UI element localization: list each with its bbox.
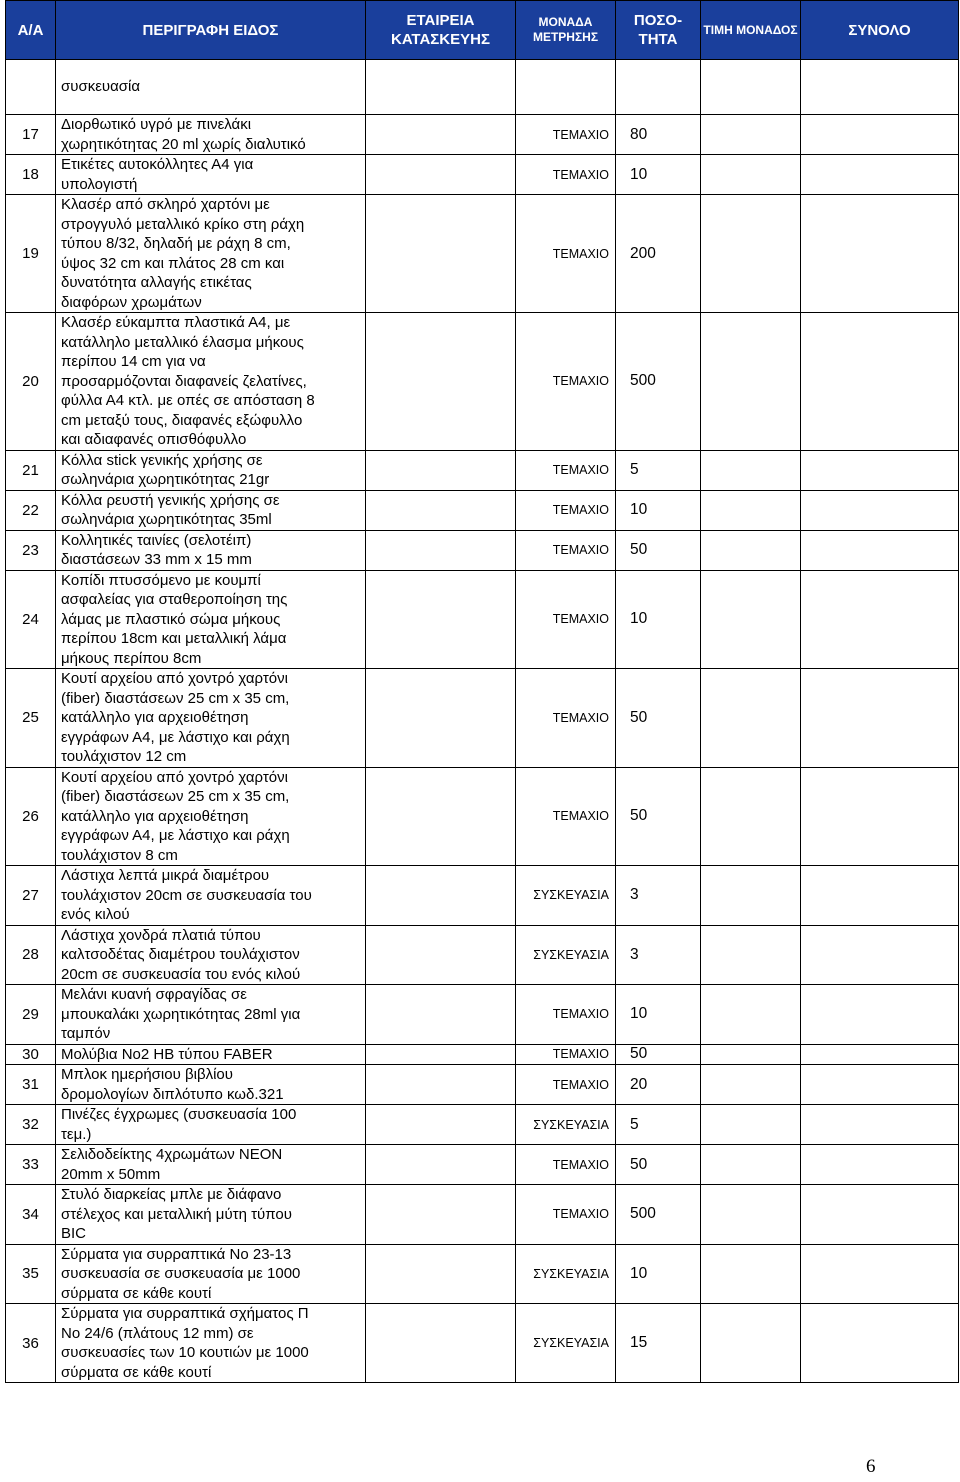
item-number: 22 [6,490,56,530]
item-description: Κουτί αρχείου από χοντρό χαρτόνι (fiber) διαστάσεων 25 cm x 35 cm, κατάλληλο για αρχειοθέτηση εγγράφων Α4, με λάστιχο και ράχη τουλάχιστον 8 cm [56,767,366,866]
quantity: 10 [616,1244,701,1304]
item-number: 25 [6,669,56,768]
manufacturer-cell [366,1065,516,1105]
item-description: Κολλητικές ταινίες (σελοτέιπ) διαστάσεων 33 mm x 15 mm [56,530,366,570]
item-description: Κουτί αρχείου από χοντρό χαρτόνι (fiber) διαστάσεων 25 cm x 35 cm, κατάλληλο για αρχειοθέτηση εγγράφων Α4, με λάστιχο και ράχη τουλάχιστον 12 cm [56,669,366,768]
table-row [6,530,959,570]
unit-of-measure: ΤΕΜΑΧΙΟ [516,195,616,313]
unit-of-measure: ΤΕΜΑΧΙΟ [516,1044,616,1065]
manufacturer-cell [366,313,516,451]
unit-price-cell [701,1304,801,1383]
unit-of-measure: ΣΥΣΚΕΥΑΣΙΑ [516,1244,616,1304]
total-cell [801,1244,959,1304]
item-description: Κλασέρ από σκληρό χαρτόνι με στρογγυλό μεταλλικό κρίκο στη ράχη τύπου 8/32, δηλαδή με ράχη 8 cm, ύψος 32 cm και πλάτος 28 cm και δυνατότητα αλλαγής ετικέτας διαφόρων χρωμάτων [56,195,366,313]
table-row [6,1044,959,1065]
item-description: Κλασέρ εύκαμπτα πλαστικά Α4, με κατάλληλο μεταλλικό έλασμα μήκους περίπου 14 cm για να προσαρμόζονται διαφανείς ζελατίνες, φύλλα Α4 κτλ. με οπές σε απόσταση 8 cm μεταξύ τους, διαφανές εξώφυλλο και αδιαφανές οπισθόφυλλο [56,313,366,451]
item-description: Πινέζες έγχρωμες (συσκευασία 100 τεμ.) [56,1105,366,1145]
total-cell [801,115,959,155]
unit-of-measure: ΤΕΜΑΧΙΟ [516,1185,616,1245]
item-description: Σύρματα για συρραπτικά Νο 23-13 συσκευασία σε συσκευασία με 1000 σύρματα σε κάθε κουτί [56,1244,366,1304]
manufacturer-cell [366,1145,516,1185]
unit-price-cell [701,490,801,530]
total-cell [801,1105,959,1145]
manufacturer-cell [366,1044,516,1065]
quantity: 10 [616,155,701,195]
unit-price-cell [701,313,801,451]
manufacturer-cell [366,1105,516,1145]
total-cell [801,313,959,451]
item-number: 18 [6,155,56,195]
unit-price-cell [701,530,801,570]
unit-price-cell [701,669,801,768]
table-row [6,925,959,985]
total-cell [801,767,959,866]
item-description: Σελιδοδείκτης 4χρωμάτων ΝΕΟΝ 20mm x 50mm [56,1145,366,1185]
item-number: 30 [6,1044,56,1065]
total-cell [801,155,959,195]
quantity: 50 [616,669,701,768]
total-cell [801,530,959,570]
unit-of-measure: ΤΕΜΑΧΙΟ [516,985,616,1045]
page-number: 6 [866,1456,876,1477]
item-number: 26 [6,767,56,866]
quantity: 50 [616,767,701,866]
unit-price-cell [701,115,801,155]
header-description: ΠΕΡΙΓΡΑΦΗ ΕΙΔΟΣ [56,1,366,60]
total-cell [801,1044,959,1065]
header-manufacturer: ΕΤΑΙΡΕΙΑ ΚΑΤΑΣΚΕΥΗΣ [366,1,516,60]
total-cell [801,1065,959,1105]
unit-of-measure: ΤΕΜΑΧΙΟ [516,1145,616,1185]
manufacturer-cell [366,1244,516,1304]
manufacturer-cell [366,669,516,768]
item-description: Σύρματα για συρραπτικά σχήματος Π Νο 24/6 (πλάτους 12 mm) σε συσκευασίες των 10 κουτιών με 1000 σύρματα σε κάθε κουτί [56,1304,366,1383]
manufacturer-cell [366,1304,516,1383]
continuation-text: συσκευασία [56,60,366,115]
unit-of-measure: ΤΕΜΑΧΙΟ [516,1065,616,1105]
manufacturer-cell [366,570,516,669]
table-row [6,195,959,313]
item-description: Κόλλα stick γενικής χρήσης σε σωληνάρια χωρητικότητας 21gr [56,450,366,490]
item-description: Λάστιχα λεπτά μικρά διαμέτρου τουλάχιστον 20cm σε συσκευασία του ενός κιλού [56,866,366,926]
quantity: 10 [616,985,701,1045]
table-row [6,490,959,530]
item-description: Μελάνι κυανή σφραγίδας σε μπουκαλάκι χωρητικότητας 28ml για ταμπόν [56,985,366,1045]
manufacturer-cell [366,530,516,570]
unit-price-cell [701,866,801,926]
item-description: Μολύβια Νο2 ΗΒ τύπου FABER [56,1044,366,1065]
item-number: 28 [6,925,56,985]
total-cell [801,490,959,530]
quantity: 80 [616,115,701,155]
unit-of-measure: ΤΕΜΑΧΙΟ [516,767,616,866]
item-number: 27 [6,866,56,926]
manufacturer-cell [366,985,516,1045]
quantity: 500 [616,1185,701,1245]
table-row [6,313,959,451]
unit-of-measure: ΤΕΜΑΧΙΟ [516,155,616,195]
header-unit-price: ΤΙΜΗ ΜΟΝΑΔΟΣ [701,1,801,60]
total-cell [801,1185,959,1245]
item-number: 20 [6,313,56,451]
unit-price-cell [701,1105,801,1145]
item-number: 19 [6,195,56,313]
quantity: 50 [616,530,701,570]
table-row [6,669,959,768]
item-number: 21 [6,450,56,490]
manufacturer-cell [366,450,516,490]
quantity: 200 [616,195,701,313]
unit-price-cell [701,155,801,195]
total-cell [801,195,959,313]
manufacturer-cell [366,115,516,155]
unit-of-measure: ΤΕΜΑΧΙΟ [516,115,616,155]
unit-of-measure: ΤΕΜΑΧΙΟ [516,490,616,530]
unit-of-measure: ΣΥΣΚΕΥΑΣΙΑ [516,1105,616,1145]
table-row [6,985,959,1045]
unit-price-cell [701,570,801,669]
quantity: 10 [616,570,701,669]
unit-price-cell [701,450,801,490]
unit-of-measure: ΤΕΜΑΧΙΟ [516,669,616,768]
total-cell [801,450,959,490]
table-row [6,155,959,195]
total-cell [801,985,959,1045]
quantity: 50 [616,1145,701,1185]
unit-price-cell [701,195,801,313]
total-cell [801,866,959,926]
item-number: 35 [6,1244,56,1304]
manufacturer-cell [366,925,516,985]
quantity: 500 [616,313,701,451]
unit-of-measure: ΤΕΜΑΧΙΟ [516,570,616,669]
unit-price-cell [701,1145,801,1185]
table-row [6,1105,959,1145]
item-description: Μπλοκ ημερήσιου βιβλίου δρομολογίων διπλότυπο κωδ.321 [56,1065,366,1105]
unit-price-cell [701,925,801,985]
table-row [6,450,959,490]
manufacturer-cell [366,195,516,313]
quantity: 3 [616,866,701,926]
header-quantity: ΠΟΣΟ-ΤΗΤΑ [616,1,701,60]
total-cell [801,1304,959,1383]
table-row [6,1185,959,1245]
item-description: Λάστιχα χονδρά πλατιά τύπου καλτσοδέτας διαμέτρου τουλάχιστον 20cm σε συσκευασία του ενός κιλού [56,925,366,985]
total-cell [801,1145,959,1185]
item-number: 36 [6,1304,56,1383]
item-number: 34 [6,1185,56,1245]
item-number: 31 [6,1065,56,1105]
quantity: 20 [616,1065,701,1105]
table-row [6,115,959,155]
manufacturer-cell [366,866,516,926]
table-row [6,1065,959,1105]
item-description: Κόλλα ρευστή γενικής χρήσης σε σωληνάρια χωρητικότητας 35ml [56,490,366,530]
table-row [6,1244,959,1304]
item-description: Κοπίδι πτυσσόμενο με κουμπί ασφαλείας για σταθεροποίηση της λάμας με πλαστικό σώμα μήκους περίπου 18cm και μεταλλική λάμα μήκους περίπου 8cm [56,570,366,669]
items-table [5,0,959,1383]
unit-of-measure: ΤΕΜΑΧΙΟ [516,313,616,451]
unit-price-cell [701,767,801,866]
manufacturer-cell [366,155,516,195]
table-row [6,570,959,669]
continuation-row [6,60,959,115]
manufacturer-cell [366,1185,516,1245]
unit-of-measure: ΣΥΣΚΕΥΑΣΙΑ [516,1304,616,1383]
table-row [6,1145,959,1185]
item-number: 29 [6,985,56,1045]
unit-price-cell [701,985,801,1045]
item-number: 23 [6,530,56,570]
item-number: 24 [6,570,56,669]
table-row [6,1304,959,1383]
unit-of-measure: ΣΥΣΚΕΥΑΣΙΑ [516,866,616,926]
unit-of-measure: ΣΥΣΚΕΥΑΣΙΑ [516,925,616,985]
unit-price-cell [701,1185,801,1245]
item-description: Διορθωτικό υγρό με πινελάκι χωρητικότητας 20 ml χωρίς διαλυτικό [56,115,366,155]
item-number: 17 [6,115,56,155]
manufacturer-cell [366,767,516,866]
quantity: 10 [616,490,701,530]
quantity: 50 [616,1044,701,1065]
unit-price-cell [701,1244,801,1304]
quantity: 3 [616,925,701,985]
item-number: 33 [6,1145,56,1185]
header-total: ΣΥΝΟΛΟ [801,1,959,60]
unit-of-measure: ΤΕΜΑΧΙΟ [516,450,616,490]
header-unit: ΜΟΝΑΔΑ ΜΕΤΡΗΣΗΣ [516,1,616,60]
total-cell [801,669,959,768]
quantity: 5 [616,1105,701,1145]
table-row [6,866,959,926]
quantity: 5 [616,450,701,490]
item-description: Ετικέτες αυτοκόλλητες Α4 για υπολογιστή [56,155,366,195]
quantity: 15 [616,1304,701,1383]
table-row [6,767,959,866]
total-cell [801,570,959,669]
unit-of-measure: ΤΕΜΑΧΙΟ [516,530,616,570]
item-number: 32 [6,1105,56,1145]
header-no: Α/Α [6,1,56,60]
item-description: Στυλό διαρκείας μπλε με διάφανο στέλεχος και μεταλλική μύτη τύπου BIC [56,1185,366,1245]
manufacturer-cell [366,490,516,530]
unit-price-cell [701,1044,801,1065]
unit-price-cell [701,1065,801,1105]
total-cell [801,925,959,985]
header-row [6,1,959,60]
